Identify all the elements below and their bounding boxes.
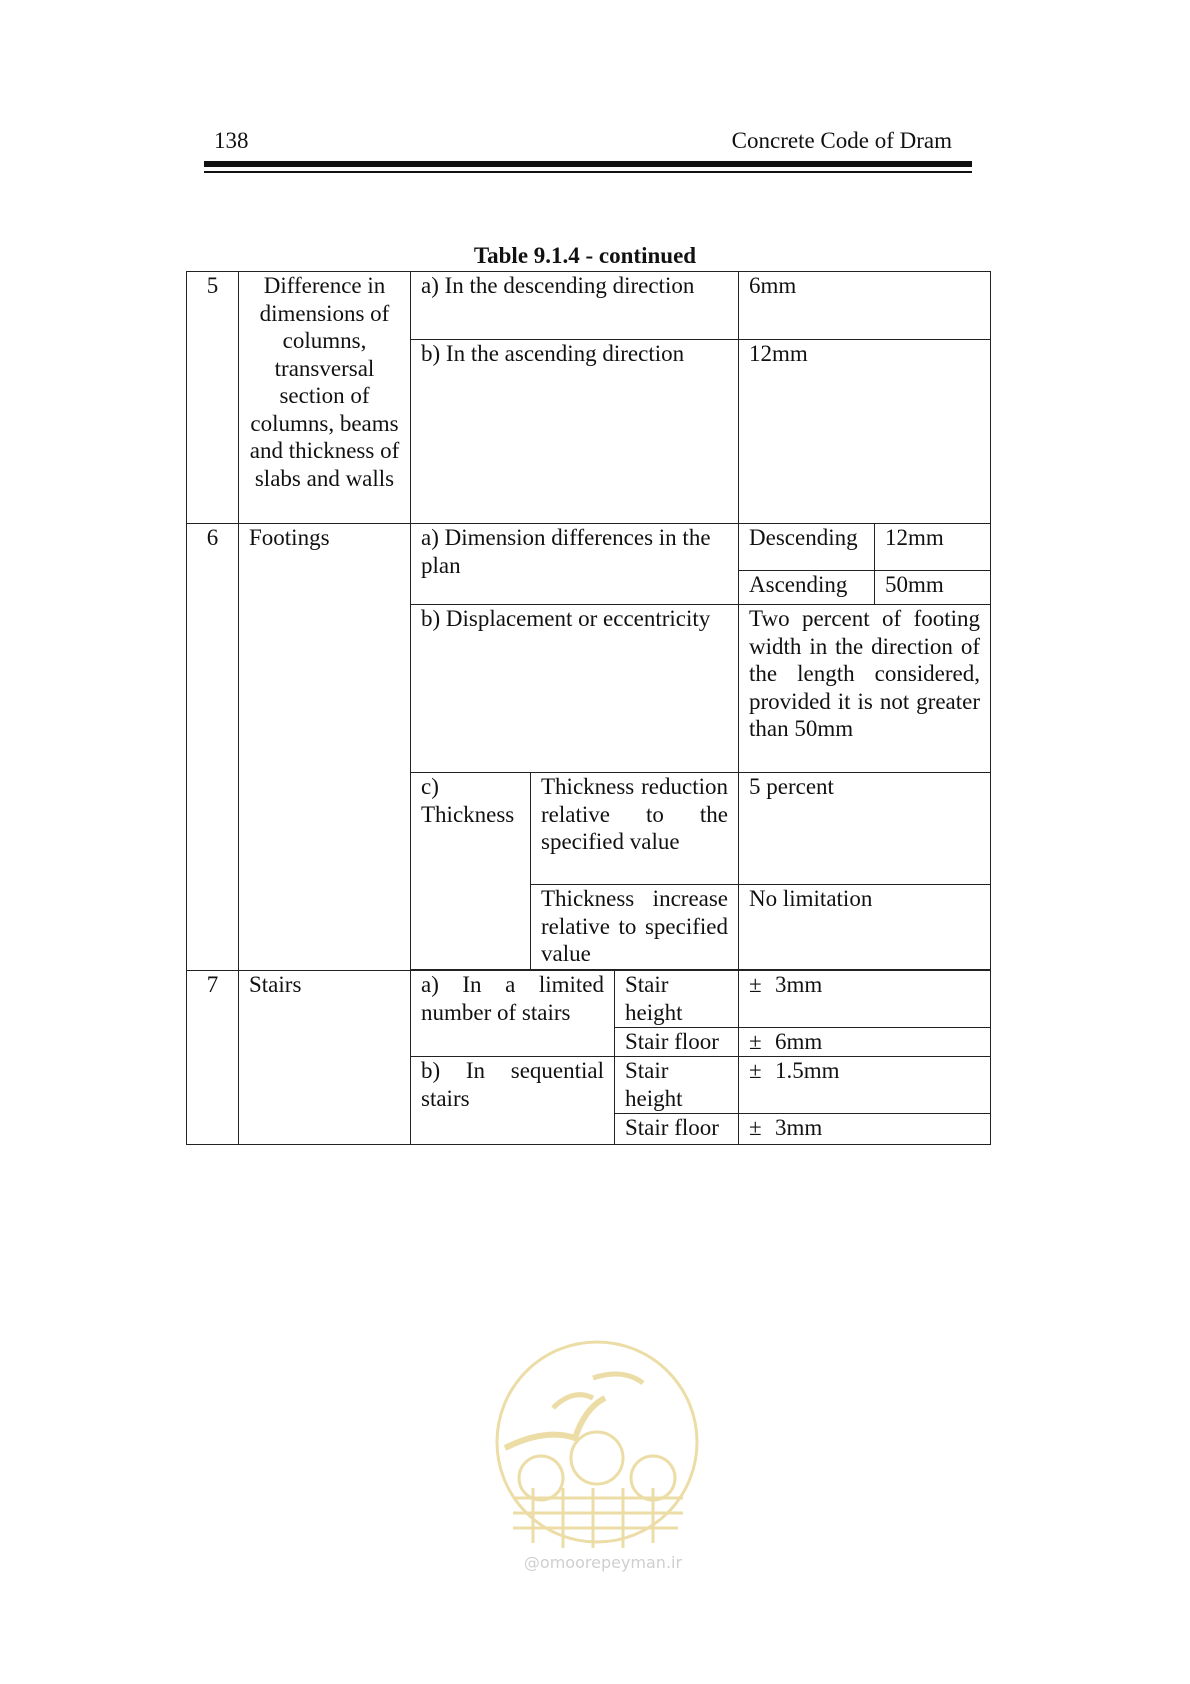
- row-number: 5: [187, 272, 239, 524]
- sub-label-cell: Stair height: [615, 971, 739, 1028]
- value-cell: Two percent of footing width in the direction of the length considered, provided it is not greater than 50mm: [739, 605, 991, 773]
- sub-label-cell: Ascending: [739, 571, 875, 605]
- value-cell: [739, 1057, 991, 1114]
- value-text: 3mm: [775, 1115, 823, 1140]
- page-number: 138: [214, 128, 249, 153]
- running-title: Concrete Code of Dram: [731, 128, 952, 153]
- table-row: [187, 272, 991, 340]
- sub-label-cell: Descending: [739, 524, 875, 571]
- value-text: 1.5mm: [775, 1058, 840, 1083]
- sub-label-cell: Stair floor: [615, 1028, 739, 1057]
- header-rule-thin: [204, 171, 972, 173]
- condition-cell: a) In the descending direction: [411, 272, 739, 340]
- value-cell: 12mm: [739, 340, 991, 524]
- value-text: 6mm: [775, 1029, 823, 1054]
- plus-minus-sign: ±: [749, 1029, 762, 1054]
- watermark-site: @omoorepeyman.ir: [523, 1553, 683, 1572]
- condition-cell: a) Dimension differences in the plan: [411, 524, 739, 605]
- sub-label-cell: Stair height: [615, 1057, 739, 1114]
- sub-condition-cell: Thickness increase relative to specified value: [531, 885, 739, 970]
- condition-cell: a) In a limited number of stairs: [411, 971, 615, 1057]
- condition-cell: b) Displacement or eccentricity: [411, 605, 739, 773]
- item-cell: Footings: [239, 524, 411, 971]
- plus-minus-sign: ±: [749, 1115, 762, 1140]
- value-cell: 12mm: [875, 524, 991, 571]
- header-rule-thick: [204, 161, 972, 167]
- table-row: [187, 524, 991, 571]
- value-cell: [739, 971, 991, 1028]
- plus-minus-sign: ±: [749, 1058, 762, 1083]
- condition-cell: b) In the ascending direction: [411, 340, 739, 524]
- value-cell: [739, 1028, 991, 1057]
- row-number: 7: [187, 971, 239, 1145]
- value-text: 3mm: [775, 972, 823, 997]
- item-cell: Stairs: [239, 971, 411, 1145]
- sub-condition-cell: Thickness reduction relative to the specified value: [531, 773, 739, 885]
- table-caption: Table 9.1.4 - continued: [473, 243, 697, 268]
- plus-minus-sign: ±: [749, 972, 762, 997]
- value-cell: 50mm: [875, 571, 991, 605]
- sub-label-cell: Stair floor: [615, 1114, 739, 1145]
- tolerance-table: [186, 271, 991, 1145]
- watermark-logo: [493, 1338, 713, 1578]
- condition-cell: c) Thickness: [411, 773, 531, 970]
- condition-cell: b) In sequential stairs: [411, 1057, 615, 1145]
- item-cell: Difference in dimensions of columns, transversal section of columns, beams and thickness of slabs and walls: [239, 272, 411, 524]
- value-cell: 6mm: [739, 272, 991, 340]
- value-cell: [739, 1114, 991, 1145]
- value-cell: 5 percent: [739, 773, 991, 885]
- row-number: 6: [187, 524, 239, 971]
- table-row: [187, 971, 991, 1028]
- value-cell: No limitation: [739, 885, 991, 970]
